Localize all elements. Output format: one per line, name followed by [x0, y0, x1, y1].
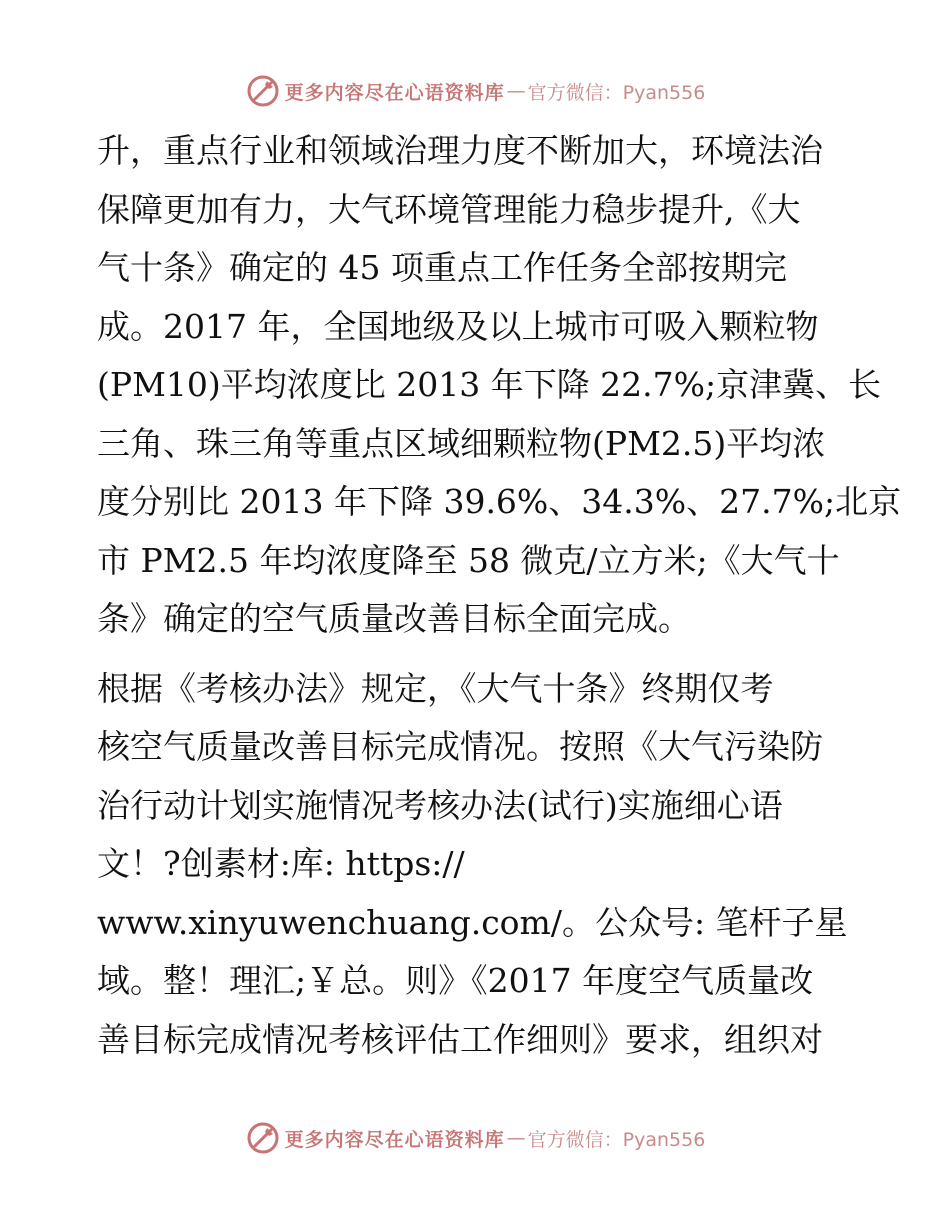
header-separator: — — [506, 80, 526, 102]
paragraph-1 — [97, 122, 902, 649]
text-line: 条》确定的空气质量改善目标全面完成。 — [97, 599, 691, 638]
text-line: 善目标完成情况考核评估工作细则》要求，组织对 — [97, 1019, 823, 1059]
text-line: 三角、珠三角等重点区域细颗粒物(PM2.5)平均浓 — [97, 423, 826, 463]
text-line: 治行动计划实施情况考核办法(试行)实施细心语 — [97, 785, 783, 825]
document-body — [97, 122, 902, 1069]
text-line: 根据《考核办法》规定，《大气十条》终期仅考 — [97, 668, 774, 708]
footer-contact-text: 官方微信：Pyan556 — [527, 1128, 706, 1151]
paragraph-2 — [97, 660, 857, 1070]
logo-icon — [245, 73, 281, 109]
text-line: www.xinyuwenchuang.com/。公众号: 笔杆子星 — [97, 902, 848, 942]
text-line: (PM10)平均浓度比 2013 年下降 22.7%;京津冀、长 — [97, 365, 882, 404]
text-line: 保障更加有力，大气环境管理能力稳步提升,《大 — [97, 189, 801, 229]
text-line: 文！?创素材:库: https:// — [97, 844, 465, 883]
footer-separator: — — [506, 1127, 526, 1149]
text-line: 市 PM2.5 年均浓度降至 58 微克/立方米;《大气十 — [97, 540, 840, 580]
text-line: 气十条》确定的 45 项重点工作任务全部按期完 — [97, 248, 787, 287]
text-line: 升，重点行业和领域治理力度不断加大，环境法治 — [97, 131, 823, 170]
footer-banner — [0, 1120, 950, 1156]
header-brand-text: 更多内容尽在心语资料库 — [284, 81, 505, 104]
text-line: 域。整！理汇;￥总。则》《2017 年度空气质量改 — [97, 961, 814, 1000]
logo-icon — [245, 1120, 281, 1156]
text-line: 成。2017 年，全国地级及以上城市可吸入颗粒物 — [97, 306, 819, 346]
text-line: 核空气质量改善目标完成情况。按照《大气污染防 — [97, 727, 823, 766]
text-line: 度分别比 2013 年下降 39.6%、34.3%、27.7%;北京 — [97, 482, 902, 521]
header-banner — [0, 73, 950, 109]
header-contact-text: 官方微信：Pyan556 — [527, 81, 706, 104]
footer-brand-text: 更多内容尽在心语资料库 — [284, 1128, 505, 1151]
